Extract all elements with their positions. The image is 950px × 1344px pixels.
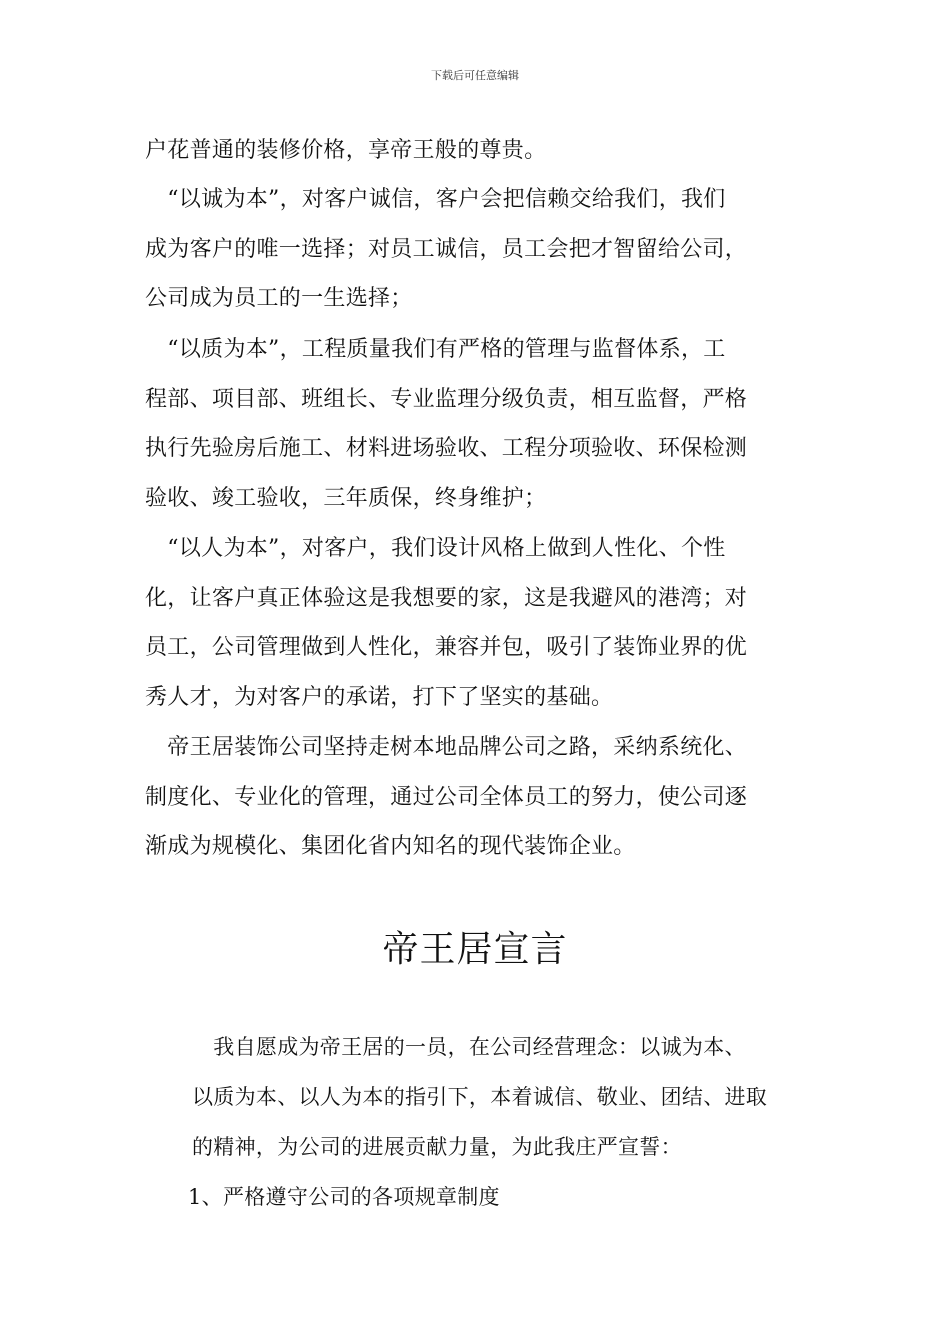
body-line-14: 制度化、专业化的管理，通过公司全体员工的努力，使公司逐 <box>145 785 748 810</box>
body-line-15: 渐成为规模化、集团化省内知名的现代装饰企业。 <box>145 834 636 859</box>
body-line-11: 员工，公司管理做到人性化，兼容并包，吸引了装饰业界的优 <box>145 635 748 660</box>
body-line-4: 公司成为员工的一生选择； <box>145 286 413 311</box>
body-line-3: 成为客户的唯一选择；对员工诚信，员工会把才智留给公司， <box>145 237 748 262</box>
body-line-8: 验收、竣工验收，三年质保，终身维护； <box>145 486 547 511</box>
declaration-line-2: 以质为本、以人为本的指引下，本着诚信、敬业、团结、进取 <box>192 1085 768 1109</box>
body-line-13: 帝王居装饰公司坚持走树本地品牌公司之路，采纳系统化、 <box>145 735 748 760</box>
declaration-item-1: 1、严格遵守公司的各项规章制度 <box>188 1185 500 1209</box>
body-line-6: 程部、项目部、班组长、专业监理分级负责，相互监督，严格 <box>145 387 748 412</box>
declaration-line-1: 我自愿成为帝王居的一员，在公司经营理念：以诚为本、 <box>192 1035 746 1059</box>
body-line-2: “以诚为本”，对客户诚信，客户会把信赖交给我们，我们 <box>145 187 726 212</box>
body-line-10: 化，让客户真正体验这是我想要的家，这是我避风的港湾；对 <box>145 586 748 611</box>
page-header-note: 下载后可任意编辑 <box>431 69 519 82</box>
body-line-7: 执行先验房后施工、材料进场验收、工程分项验收、环保检测 <box>145 436 748 461</box>
body-line-12: 秀人才，为对客户的承诺，打下了坚实的基础。 <box>145 685 614 710</box>
body-line-5: “以质为本”，工程质量我们有严格的管理与监督体系，工 <box>145 337 726 362</box>
body-line-1: 户花普通的装修价格，享帝王般的尊贵。 <box>145 138 547 163</box>
declaration-line-3: 的精神，为公司的进展贡献力量，为此我庄严宣誓： <box>192 1135 682 1159</box>
declaration-title: 帝王居宣言 <box>382 929 568 970</box>
body-line-9: “以人为本”，对客户，我们设计风格上做到人性化、个性 <box>145 536 726 561</box>
